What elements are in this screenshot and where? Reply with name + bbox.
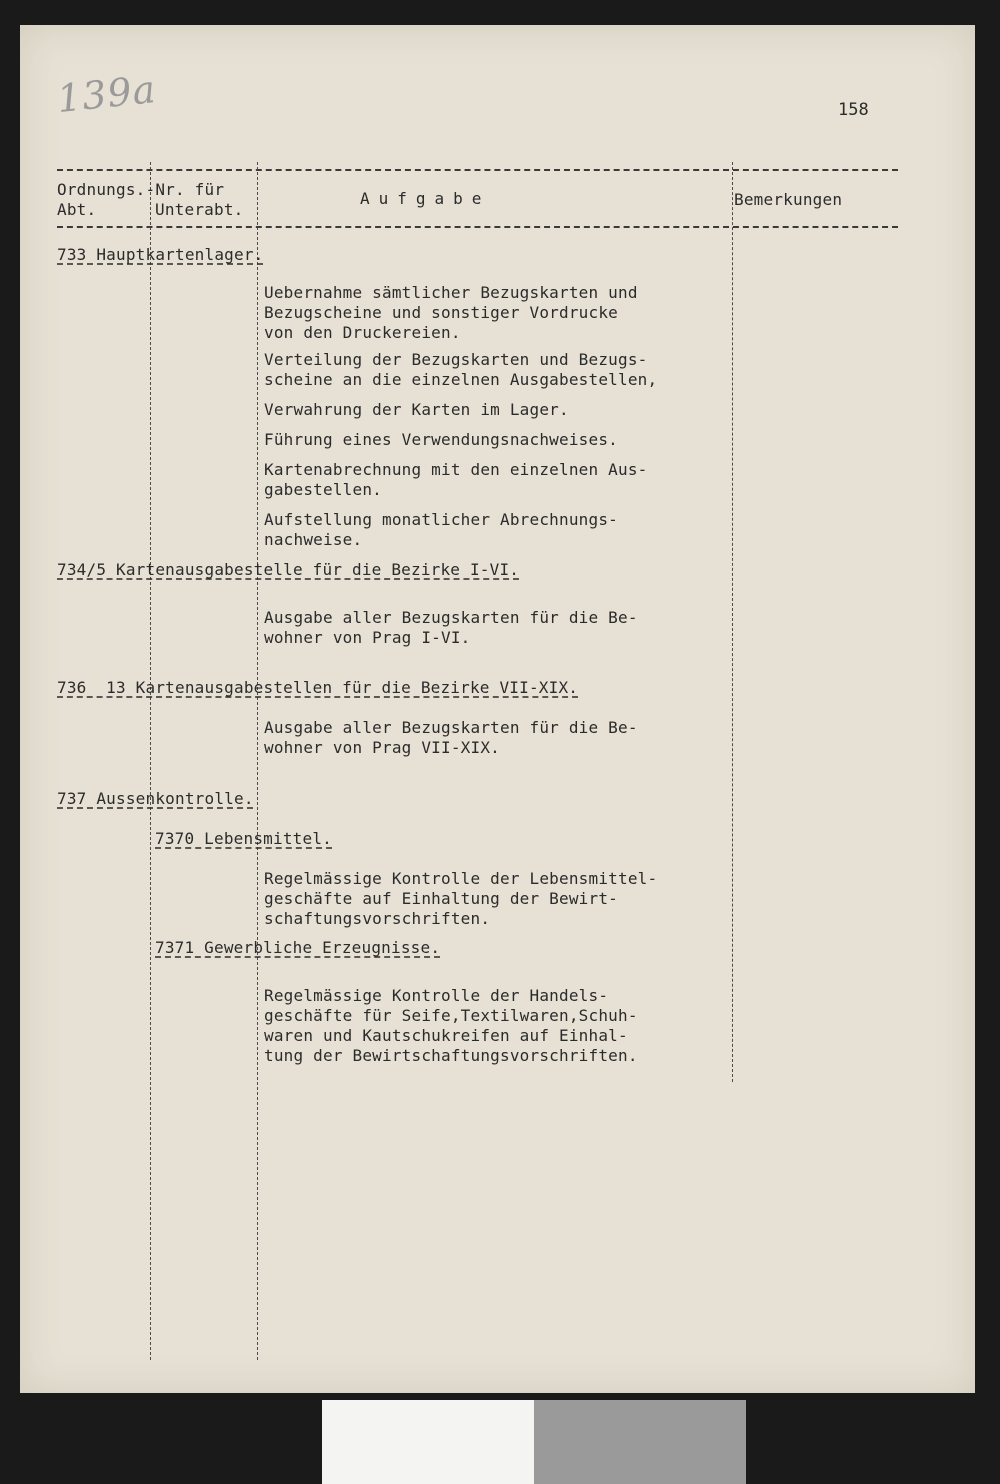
- header-top-rule: [57, 169, 898, 171]
- entry-736-heading: 736 13 Kartenausgabestellen für die Bezirke VII-XIX.: [57, 678, 579, 697]
- entry-7371-task: Regelmässige Kontrolle der Handels- geschäfte für Seife,Textilwaren,Schuh- waren und Kautschukreifen auf Einhal- tung der Bewirtschaftungsvorschriften.: [264, 986, 638, 1065]
- column-divider-1: [150, 162, 151, 1360]
- entry-7371-heading: 7371 Gewerbliche Erzeugnisse.: [155, 938, 441, 957]
- entry-736-task: Ausgabe aller Bezugskarten für die Be- wohner von Prag VII-XIX.: [264, 718, 638, 757]
- entry-734-heading: 734/5 Kartenausgabestelle für die Bezirke I-VI.: [57, 560, 520, 579]
- entry-733-task-3: Verwahrung der Karten im Lager.: [264, 400, 569, 419]
- header-bemerkungen: Bemerkungen: [734, 190, 843, 209]
- entry-733-task-4: Führung eines Verwendungsnachweises.: [264, 430, 618, 449]
- entry-7370-heading: 7370 Lebensmittel.: [155, 829, 332, 848]
- header-col1-line1: Ordnungs.-Nr. für: [57, 180, 225, 199]
- entry-733-task-1: Uebernahme sämtlicher Bezugskarten und Bezugscheine und sonstiger Vordrucke von den Druckereien.: [264, 283, 638, 342]
- entry-737-heading: 737 Aussenkontrolle.: [57, 789, 254, 808]
- handwritten-note: 139a: [54, 66, 159, 122]
- scan-background-white: [322, 1400, 534, 1484]
- header-bottom-rule: [57, 226, 898, 228]
- document-page: [20, 25, 975, 1393]
- entry-733-heading: 733 Hauptkartenlager.: [57, 245, 264, 264]
- column-divider-2: [257, 162, 258, 1360]
- entry-7370-task: Regelmässige Kontrolle der Lebensmittel- geschäfte auf Einhaltung der Bewirt- schaftungsvorschriften.: [264, 869, 658, 928]
- scan-background-gray: [534, 1400, 746, 1484]
- entry-734-task: Ausgabe aller Bezugskarten für die Be- wohner von Prag I-VI.: [264, 608, 638, 647]
- entry-733-task-6: Aufstellung monatlicher Abrechnungs- nachweise.: [264, 510, 618, 549]
- header-abt: Abt.: [57, 200, 97, 219]
- entry-733-task-2: Verteilung der Bezugskarten und Bezugs- scheine an die einzelnen Ausgabestellen,: [264, 350, 658, 389]
- page-number: 158: [838, 100, 869, 120]
- entry-733-task-5: Kartenabrechnung mit den einzelnen Aus- gabestellen.: [264, 460, 648, 499]
- column-divider-3: [732, 162, 733, 1082]
- header-unterabt: Unterabt.: [155, 200, 244, 219]
- header-aufgabe: Aufgabe: [360, 189, 491, 208]
